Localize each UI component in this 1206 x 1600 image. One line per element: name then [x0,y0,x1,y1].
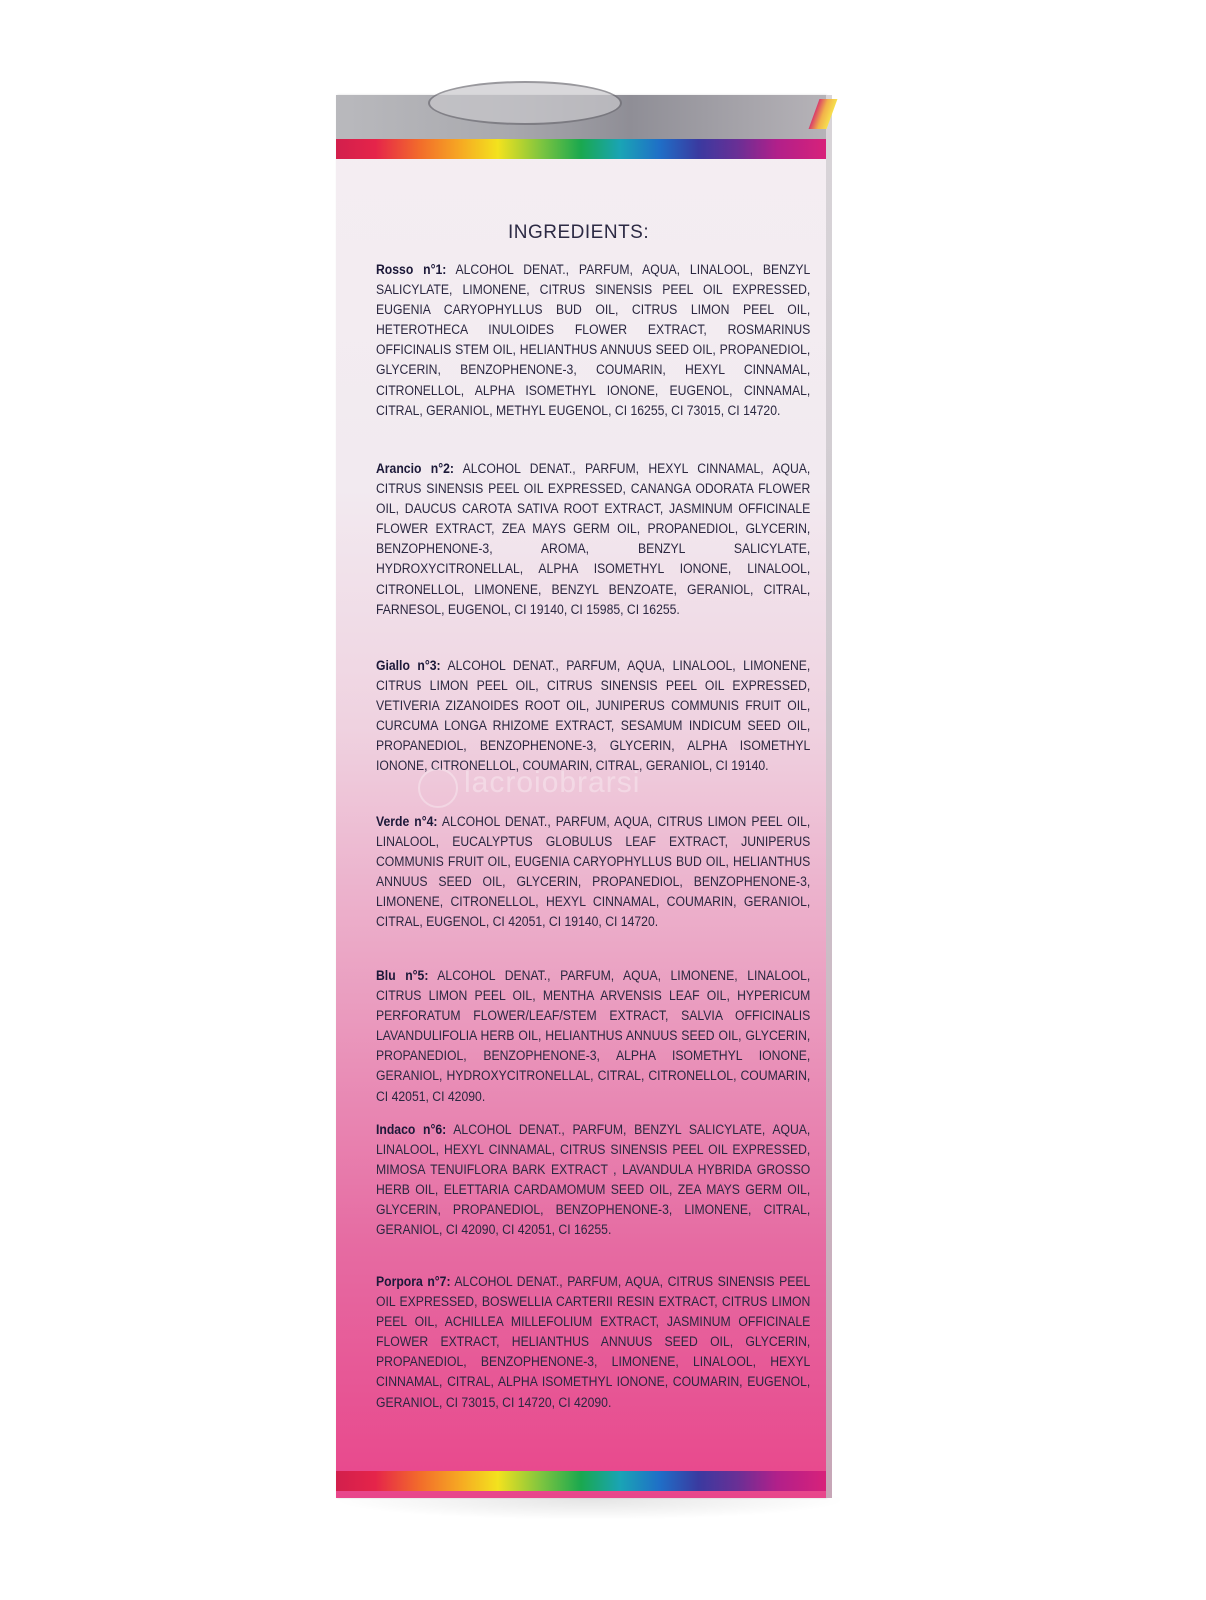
entry-name: Giallo n°3: [376,658,441,674]
ingredient-entry [376,260,810,421]
ingredient-entry [376,459,810,620]
rainbow-corner [809,99,838,129]
entry-name: Indaco n°6: [376,1122,447,1138]
entry-ingredients: ALCOHOL DENAT., PARFUM, AQUA, CITRUS LIMON PEEL OIL, LINALOOL, EUCALYPTUS GLOBULUS LEAF EXTRACT, JUNIPERUS COMMUNIS FRUIT OIL, EUGENIA CARYOPHYLLUS BUD OIL, HELIANTHUS ANNUUS SEED OIL, GLYCERIN, PROPANEDIOL, BENZOPHENONE-3, LIMONENE, CITRONELLOL, HEXYL CINNAMAL, COUMARIN, GERANIOL, CITRAL, EUGENOL, CI 42051, CI 19140, CI 14720. [376,814,811,931]
ingredients-heading: INGREDIENTS: [508,222,650,243]
ingredient-entry [376,966,810,1107]
entry-name: Verde n°4: [376,814,438,830]
entry-name: Blu n°5: [376,968,429,984]
box-side-edge [826,95,832,1498]
rainbow-band-bottom [336,1471,826,1491]
watermark-text: lacroiobrarsi [464,766,641,799]
ingredient-entry [376,1272,810,1413]
entry-name: Porpora n°7: [376,1274,451,1290]
ingredient-entry [376,1120,810,1241]
box-top-flap [336,95,826,139]
entry-ingredients: ALCOHOL DENAT., PARFUM, BENZYL SALICYLATE, AQUA, LINALOOL, HEXYL CINNAMAL, CITRUS SINENSIS PEEL OIL EXPRESSED, MIMOSA TENUIFLORA BARK EXTRACT , LAVANDULA HYBRIDA GROSSO HERB OIL, ELETTARIA CARDAMOMUM SEED OIL, ZEA MAYS GERM OIL, GLYCERIN, PROPANEDIOL, BENZOPHENONE-3, LIMONENE, CITRAL, GERANIOL, CI 42090, CI 42051, CI 16255. [376,1122,811,1239]
ingredient-entry [376,656,810,777]
seal-emblem [428,81,622,125]
entry-name: Arancio n°2: [376,461,454,477]
ingredient-entry [376,812,810,933]
entry-ingredients: ALCOHOL DENAT., PARFUM, AQUA, LINALOOL, BENZYL SALICYLATE, LIMONENE, CITRUS SINENSIS PEEL OIL EXPRESSED, EUGENIA CARYOPHYLLUS BUD OIL, CITRUS LIMON PEEL OIL, HETEROTHECA INULOIDES FLOWER EXTRACT, ROSMARINUS OFFICINALIS STEM OIL, HELIANTHUS ANNUUS SEED OIL, PROPANEDIOL, GLYCERIN, BENZOPHENONE-3, COUMARIN, HEXYL CINNAMAL, CITRONELLOL, ALPHA ISOMETHYL IONONE, EUGENOL, CINNAMAL, CITRAL, GERANIOL, METHYL EUGENOL, CI 16255, CI 73015, CI 14720. [376,262,811,419]
entry-ingredients: ALCOHOL DENAT., PARFUM, HEXYL CINNAMAL, AQUA, CITRUS SINENSIS PEEL OIL EXPRESSED, CANANGA ODORATA FLOWER OIL, DAUCUS CAROTA SATIVA ROOT EXTRACT, JASMINUM OFFICINALE FLOWER EXTRACT, ZEA MAYS GERM OIL, PROPANEDIOL, GLYCERIN, BENZOPHENONE-3, AROMA, BENZYL SALICYLATE, HYDROXYCITRONELLAL, ALPHA ISOMETHYL IONONE, LINALOOL, CITRONELLOL, LIMONENE, BENZYL BENZOATE, GERANIOL, CITRAL, FARNESOL, EUGENOL, CI 19140, CI 15985, CI 16255. [376,461,811,618]
entry-ingredients: ALCOHOL DENAT., PARFUM, AQUA, CITRUS SINENSIS PEEL OIL EXPRESSED, BOSWELLIA CARTERII RESIN EXTRACT, CITRUS LIMON PEEL OIL, ACHILLEA MILLEFOLIUM EXTRACT, JASMINUM OFFICINALE FLOWER EXTRACT, HELIANTHUS ANNUUS SEED OIL, GLYCERIN, PROPANEDIOL, BENZOPHENONE-3, LIMONENE, LINALOOL, HEXYL CINNAMAL, CITRAL, ALPHA ISOMETHYL IONONE, COUMARIN, EUGENOL, GERANIOL, CI 73015, CI 14720, CI 42090. [376,1274,811,1411]
entry-name: Rosso n°1: [376,262,447,278]
entry-ingredients: ALCOHOL DENAT., PARFUM, AQUA, LINALOOL, LIMONENE, CITRUS LIMON PEEL OIL, CITRUS SINENSIS PEEL OIL EXPRESSED, VETIVERIA ZIZANOIDES ROOT OIL, JUNIPERUS COMMUNIS FRUIT OIL, CURCUMA LONGA RHIZOME EXTRACT, SESAMUM INDICUM SEED OIL, PROPANEDIOL, BENZOPHENONE-3, GLYCERIN, ALPHA ISOMETHYL IONONE, CITRONELLOL, COUMARIN, CITRAL, GERANIOL, CI 19140. [376,658,811,775]
entry-ingredients: ALCOHOL DENAT., PARFUM, AQUA, LIMONENE, LINALOOL, CITRUS LIMON PEEL OIL, MENTHA ARVENSIS LEAF OIL, HYPERICUM PERFORATUM FLOWER/LEAF/STEM EXTRACT, SALVIA OFFICINALIS LAVANDULIFOLIA HERB OIL, HELIANTHUS ANNUUS SEED OIL, GLYCERIN, PROPANEDIOL, BENZOPHENONE-3, ALPHA ISOMETHYL IONONE, GERANIOL, HYDROXYCITRONELLAL, CITRAL, CITRONELLOL, COUMARIN, CI 42051, CI 42090. [376,968,811,1105]
rainbow-band-top [336,139,826,159]
